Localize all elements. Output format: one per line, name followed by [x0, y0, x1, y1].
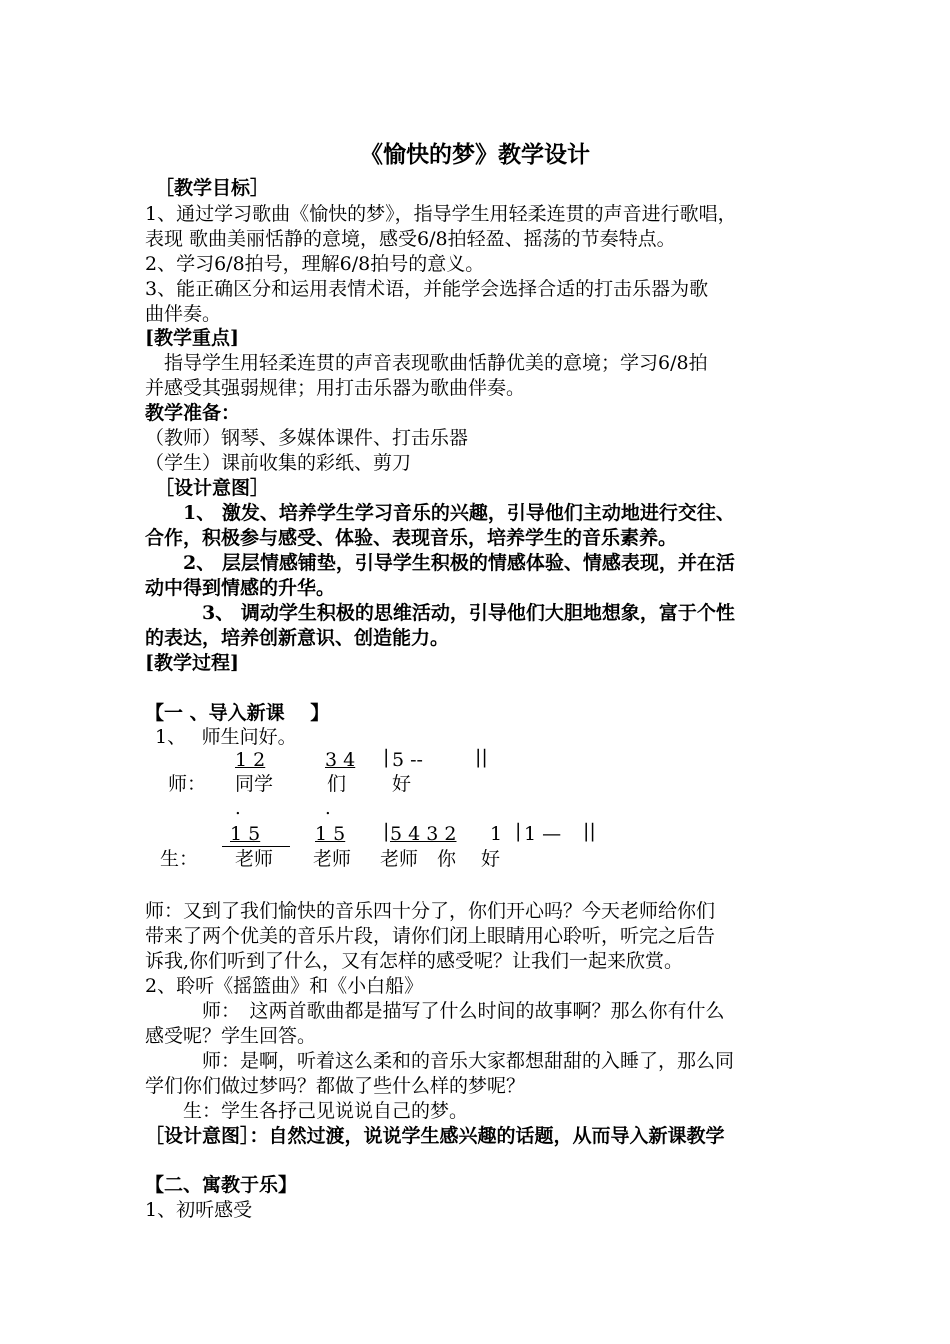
student-notes-d: 1: [490, 823, 503, 845]
student-lyric: 老师: [313, 848, 352, 870]
teacher-label: 师：: [168, 773, 207, 795]
student-lyric: 好: [481, 848, 501, 870]
section1-item2: 2、聆听《摇篮曲》和《小白船》: [145, 975, 424, 997]
student-label: 生：: [160, 848, 199, 870]
intent-line: 动中得到情感的升华。: [145, 577, 336, 599]
section1-item1: 1、 师生问好。: [155, 726, 297, 748]
prep-heading: 教学准备：: [145, 402, 241, 424]
focus-line: 并感受其强弱规律；用打击乐器为歌曲伴奏。: [145, 377, 526, 399]
section1-intent: ［设计意图］：自然过渡，说说学生感兴趣的话题，从而导入新课教学: [145, 1125, 725, 1147]
high-octave-dot: .: [235, 798, 241, 819]
student-notes-b: 1 5: [315, 823, 346, 845]
page-title: 《愉快的梦》教学设计: [360, 141, 590, 168]
question-line: 师：是啊，听着这么柔和的音乐大家都想甜甜的入睡了，那么同: [145, 1050, 735, 1072]
teacher-lyric: 好: [392, 773, 412, 795]
objective-line: 3、能正确区分和运用表情术语，并能学会选择合适的打击乐器为歌: [145, 278, 709, 300]
final-barline: ||: [475, 746, 488, 768]
objective-line: 1、通过学习歌曲《愉快的梦》，指导学生用轻柔连贯的声音进行歌唱，: [145, 203, 737, 225]
teacher-notes-a: 1 2: [235, 749, 266, 771]
student-answer-line: 生：学生各抒己见说说自己的梦。: [145, 1100, 469, 1122]
intent-line: 2、 层层情感铺垫，引导学生积极的情感体验、情感表现，并在活: [145, 552, 735, 574]
section1-heading: 【一 、导入新课 】: [145, 702, 330, 724]
student-lyric: 老师: [380, 848, 419, 870]
intent-line: 合作，积极参与感受、体验、表现音乐，培养学生的音乐素养。: [145, 527, 678, 549]
prep-line: （学生）课前收集的彩纸、剪刀: [145, 452, 412, 474]
question-line: 感受呢？学生回答。: [145, 1025, 317, 1047]
final-barline: ||: [583, 820, 596, 842]
paragraph-line: 师：又到了我们愉快的音乐四十分了，你们开心吗？今天老师给你们: [145, 900, 716, 922]
intent-line: 1、 激发、培养学生学习音乐的兴趣，引导他们主动地进行交往、: [145, 502, 735, 524]
intent-heading: ［设计意图］: [155, 477, 270, 499]
barline: |: [383, 746, 390, 768]
focus-heading: [教学重点]: [145, 327, 239, 349]
barline: |: [383, 820, 390, 842]
high-octave-dot: .: [325, 798, 331, 819]
student-notes-a: 1 5: [230, 823, 261, 845]
objective-line: 曲伴奏。: [145, 303, 222, 325]
prep-line: （教师）钢琴、多媒体课件、打击乐器: [145, 427, 469, 449]
student-notes-e: 1 —: [524, 823, 562, 845]
teacher-notes-c: 5 --: [392, 749, 423, 771]
teacher-lyric: 们: [327, 773, 347, 795]
barline: |: [515, 820, 522, 842]
question-line: 学们你们做过梦吗？都做了些什么样的梦呢？: [145, 1075, 526, 1097]
teacher-notes-b: 3 4: [325, 749, 356, 771]
teacher-lyric: 同学: [235, 773, 274, 795]
intent-line: 3、 调动学生积极的思维活动，引导他们大胆地想象，富于个性: [145, 602, 735, 624]
section2-heading: 【二、寓教于乐】: [145, 1174, 298, 1196]
objective-line: 2、学习6/8拍号，理解6/8拍号的意义。: [145, 253, 485, 275]
objective-line: 表现 歌曲美丽恬静的意境，感受6/8拍轻盈、摇荡的节奏特点。: [145, 228, 676, 250]
focus-line: 指导学生用轻柔连贯的声音表现歌曲恬静优美的意境；学习6/8拍: [145, 352, 708, 374]
section2-item1: 1、初听感受: [145, 1199, 253, 1221]
student-lyric: 老师: [235, 848, 274, 870]
paragraph-line: 诉我,你们听到了什么，又有怎样的感受呢？让我们一起来欣赏。: [145, 950, 684, 972]
question-line: 师： 这两首歌曲都是描写了什么时间的故事啊？那么你有什么: [145, 1000, 725, 1022]
objectives-heading: ［教学目标］: [155, 177, 270, 199]
process-heading: [教学过程]: [145, 652, 239, 674]
intent-line: 的表达，培养创新意识、创造能力。: [145, 627, 450, 649]
paragraph-line: 带来了两个优美的音乐片段，请你们闭上眼睛用心聆听，听完之后告: [145, 925, 716, 947]
student-notes-c: 5 4 3 2: [390, 823, 457, 845]
student-lyric: 你: [437, 848, 457, 870]
